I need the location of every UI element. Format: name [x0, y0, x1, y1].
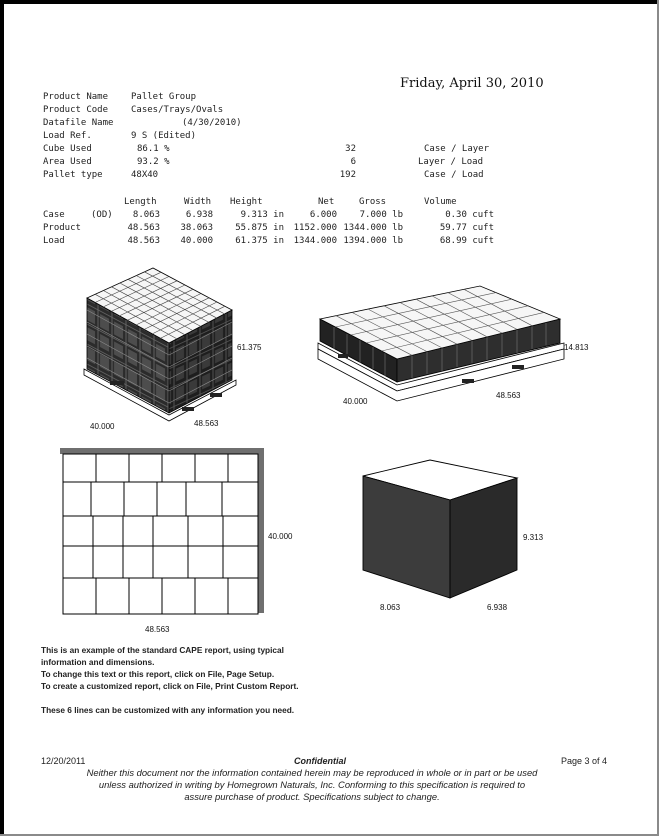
row-tag: (OD): [91, 210, 113, 220]
case-diagram: [355, 458, 525, 608]
page-number: Page 3 of 4: [561, 756, 608, 766]
row-label: Case: [43, 210, 65, 220]
info-row: [43, 170, 103, 182]
info-row: [43, 157, 92, 169]
pallet-layer-diagram: [312, 283, 572, 413]
count-label: Layer / Load: [418, 157, 484, 167]
layer-top-view-diagram: [58, 448, 270, 624]
note-line: information and dimensions.: [41, 657, 155, 667]
info-label: Product Name: [43, 92, 109, 102]
column-header-width: Width: [184, 197, 212, 207]
info-label: Product Code: [43, 105, 109, 115]
info-row: [43, 105, 108, 117]
cell-gross: 1394.000 lb: [343, 236, 403, 246]
column-header-net: Net: [318, 197, 335, 207]
cell-volume: 0.30 cuft: [445, 210, 494, 220]
cell-net: 6.000: [309, 210, 337, 220]
info-label: Pallet type: [43, 170, 103, 180]
disclaimer-line: unless authorized in writing by Homegrown Naturals, Inc. Conforming to this specification is required to: [98, 779, 526, 790]
load-length-label: 48.563: [194, 419, 219, 428]
cell-length: 48.563: [127, 236, 160, 246]
load-height-label: 61.375: [237, 343, 262, 352]
cell-volume: 68.99 cuft: [439, 236, 494, 246]
report-date: Friday, April 30, 2010: [400, 76, 544, 91]
cell-length: 48.563: [127, 223, 160, 233]
column-header-gross: Gross: [359, 197, 387, 207]
info-value: 93.2 %: [137, 157, 170, 167]
layer-width-label: 40.000: [343, 397, 368, 406]
info-value: 86.1 %: [137, 144, 170, 154]
layer-length-label: 48.563: [496, 391, 521, 400]
page-border-left: [0, 0, 4, 836]
cell-width: 40.000: [180, 236, 213, 246]
note-line: These 6 lines can be customized with any information you need.: [41, 705, 295, 715]
cell-volume: 59.77 cuft: [439, 223, 494, 233]
info-label: Load Ref.: [43, 131, 92, 141]
row-label: Product: [43, 223, 81, 233]
info-row: [43, 92, 108, 104]
column-header-volume: Volume: [424, 197, 457, 207]
count-label: Case / Layer: [424, 144, 490, 154]
row-label: Load: [43, 236, 65, 246]
disclaimer-line: Neither this document nor the information contained herein may be reproduced in whole or in part or be used: [86, 767, 538, 778]
load-width-label: 40.000: [90, 422, 115, 431]
info-row: [43, 131, 92, 143]
cell-height: 9.313 in: [240, 210, 284, 220]
case-height-label: 9.313: [523, 533, 544, 542]
layer-height-label: 14.813: [564, 343, 589, 352]
column-header-height: Height: [230, 197, 263, 207]
case-length-label: 8.063: [380, 603, 401, 612]
count-value: 32: [345, 144, 356, 154]
confidential-label: Confidential: [294, 756, 346, 766]
cell-gross: 1344.000 lb: [343, 223, 403, 233]
column-header-length: Length: [124, 197, 157, 207]
info-value: Cases/Trays/Ovals: [131, 105, 224, 115]
cell-net: 1152.000: [293, 223, 337, 233]
info-row: [43, 118, 113, 130]
cell-height: 55.875 in: [235, 223, 284, 233]
count-value: 192: [339, 170, 356, 180]
note-line: To change this text or this report, click on File, Page Setup.: [41, 669, 275, 679]
disclaimer: [32, 767, 592, 803]
note-line: To create a customized report, click on File, Print Custom Report.: [41, 681, 299, 691]
info-value: (4/30/2010): [182, 118, 242, 128]
info-label: Cube Used: [43, 144, 92, 154]
count-value: 6: [350, 157, 356, 167]
info-row: [43, 144, 92, 156]
info-label: Area Used: [43, 157, 92, 167]
cell-gross: 7.000 lb: [359, 210, 403, 220]
cell-height: 61.375 in: [235, 236, 284, 246]
info-value: 9 S (Edited): [131, 131, 197, 141]
pallet-load-diagram: [70, 255, 250, 435]
note-line: This is an example of the standard CAPE report, using typical: [41, 645, 284, 655]
top-width-label: 40.000: [268, 532, 293, 541]
cell-net: 1344.000: [293, 236, 337, 246]
footer-date: 12/20/2011: [41, 756, 86, 766]
page-border-top: [0, 0, 659, 4]
info-value: Pallet Group: [131, 92, 197, 102]
cell-width: 38.063: [180, 223, 213, 233]
count-label: Case / Load: [424, 170, 484, 180]
disclaimer-line: assure purchase of product. Specifications subject to change.: [184, 791, 440, 802]
info-value: 48X40: [131, 170, 159, 180]
info-label: Datafile Name: [43, 118, 114, 128]
top-length-label: 48.563: [145, 625, 170, 634]
cell-width: 6.938: [185, 210, 213, 220]
cell-length: 8.063: [132, 210, 160, 220]
case-width-label: 6.938: [487, 603, 508, 612]
